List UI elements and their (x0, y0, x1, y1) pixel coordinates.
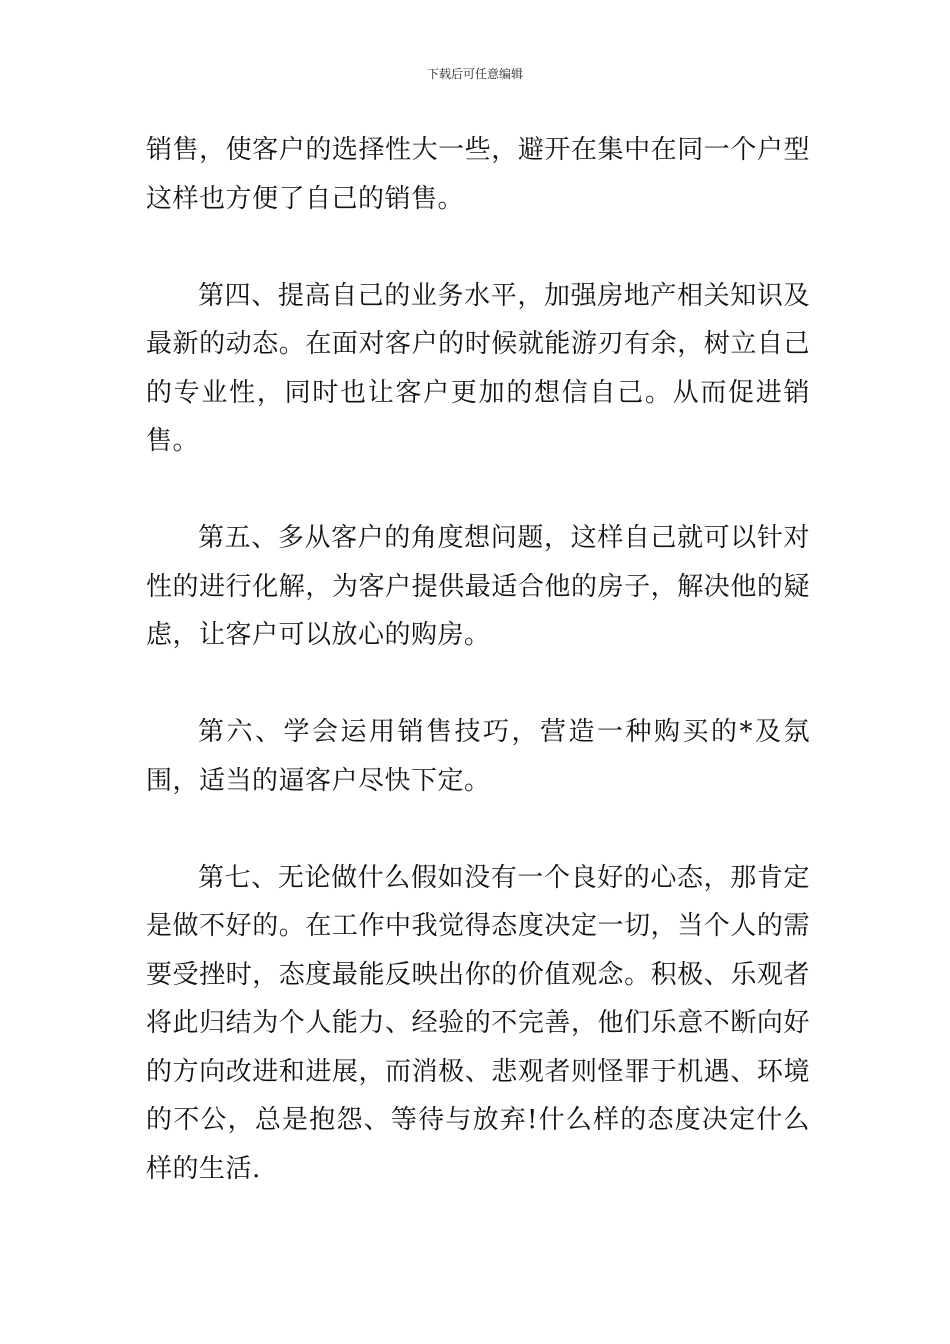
paragraph-gap (146, 805, 810, 854)
paragraph-fifth: 第五、多从客户的角度想问题，这样自己就可以针对性的进行化解，为客户提供最适合他的房子，解决他的疑虑，让客户可以放心的购房。 (146, 523, 810, 650)
paragraph-gap (146, 660, 810, 709)
document-body (146, 126, 810, 1193)
paragraph-continuation: 销售，使客户的选择性大一些，避开在集中在同一个户型这样也方便了自己的销售。 (146, 135, 810, 214)
paragraph-gap (146, 223, 810, 272)
header-note: 下载后可任意编辑 (426, 67, 523, 81)
paragraph-sixth: 第六、学会运用销售技巧，营造一种购买的*及氛围，适当的逼客户尽快下定。 (146, 717, 810, 796)
paragraph-gap (146, 466, 810, 515)
paragraph-seventh: 第七、无论做什么假如没有一个良好的心态，那肯定是做不好的。在工作中我觉得态度决定一切，当个人的需要受挫时，态度最能反映出你的价值观念。积极、乐观者将此归结为个人能力、经验的不完善，他们乐意不断向好的方向改进和进展，而消极、悲观者则怪罪于机遇、环境的不公，总是抱怨、等待与放弃!什么样的态度决定什么样的生活. (146, 862, 810, 1184)
paragraph-fourth: 第四、提高自己的业务水平，加强房地产相关知识及最新的动态。在面对客户的时候就能游刃有余，树立自己的专业性，同时也让客户更加的想信自己。从而促进销售。 (146, 280, 810, 456)
